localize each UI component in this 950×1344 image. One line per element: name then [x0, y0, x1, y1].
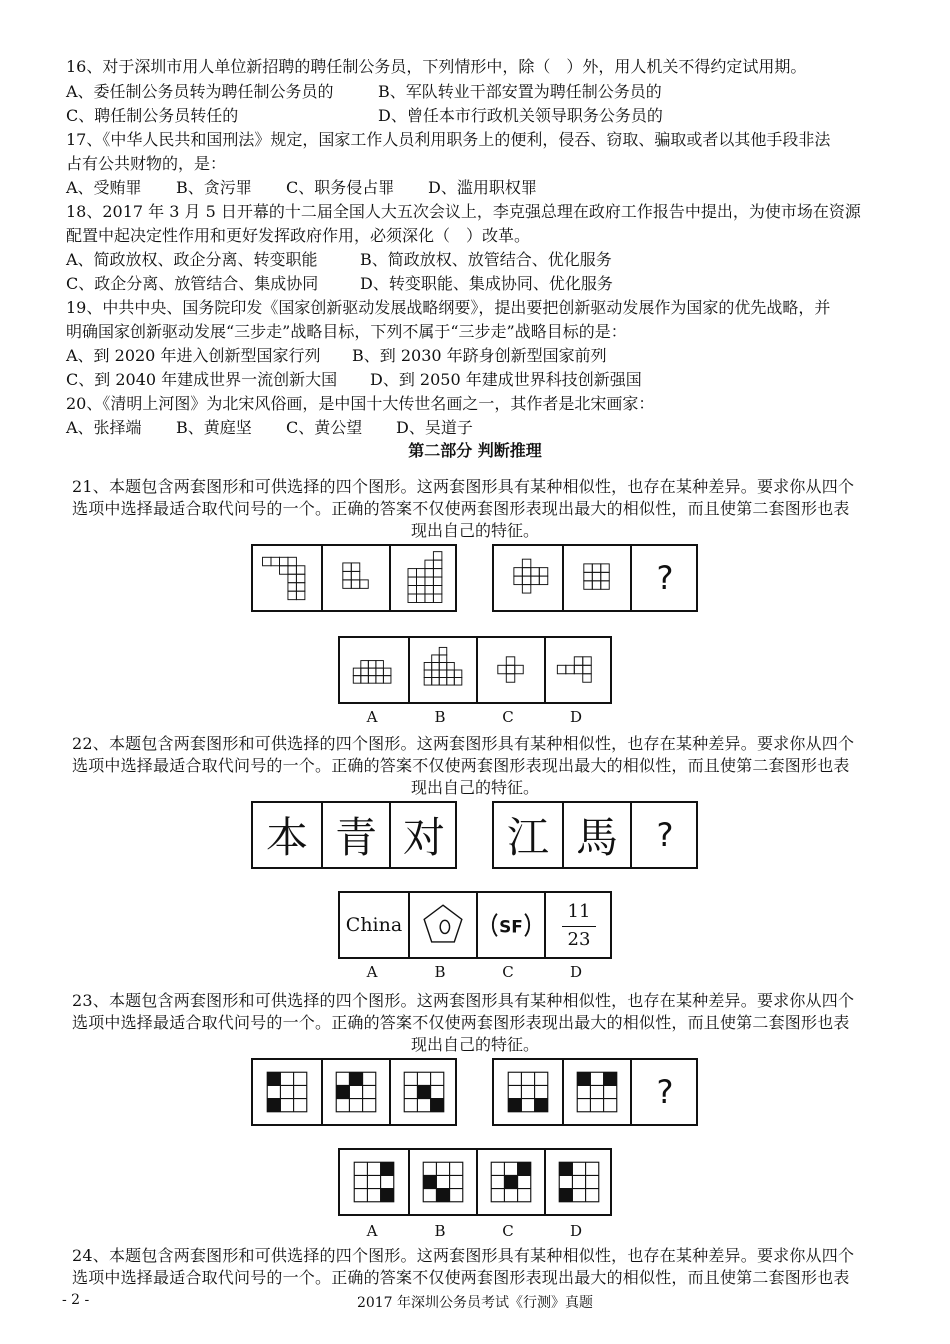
q22-option-c-figure[interactable]: [476, 893, 544, 957]
q22-stem-line1: 22、本题包含两套图形和可供选择的四个图形。这两套图形具有某种相似性，也存在某种差异。要求你从四个: [72, 734, 855, 753]
q23-set1-figure: [321, 1060, 389, 1124]
q23-set1-figure: [253, 1060, 321, 1124]
q22-label-a: A: [366, 963, 378, 981]
q22-options: [338, 891, 612, 959]
q24-stem-line1: 24、本题包含两套图形和可供选择的四个图形。这两套图形具有某种相似性，也存在某种差异。要求你从四个: [72, 1246, 855, 1265]
q22-stem-line3: 现出自己的特征。: [410, 778, 539, 797]
q22-set1-figure: [253, 803, 321, 867]
q21-stem-line1: 21、本题包含两套图形和可供选择的四个图形。这两套图形具有某种相似性，也存在某种差异。要求你从四个: [72, 477, 855, 496]
q21-set1-figure: [321, 546, 389, 610]
q21-set1: [251, 544, 457, 612]
q21-label-c: C: [502, 708, 514, 726]
q21-options: [338, 636, 612, 704]
q23-label-b: B: [434, 1222, 446, 1240]
q21-label-d: D: [569, 708, 583, 726]
q17-stem-line2: 占有公共财物的，是：: [66, 154, 227, 173]
q18-option-c: C、政企分离、放管结合、集成协同: [66, 274, 319, 293]
q19-stem-line1: 19、中共中央、国务院印发《国家创新驱动发展战略纲要》，提出要把创新驱动发展作为国家的优先战略，并: [66, 298, 831, 317]
q20-option-b: B、黄庭坚: [176, 418, 252, 437]
q21-stem-line2: 选项中选择最适合取代问号的一个。正确的答案不仅使两套图形表现出最大的相似性，而且使第二套图形也表: [72, 499, 850, 518]
q23-set2-figure: [562, 1060, 630, 1124]
q21-option-b-figure[interactable]: [408, 638, 476, 702]
q17-option-a: A、受贿罪: [66, 178, 142, 197]
q23-set2: [492, 1058, 698, 1126]
q21-set2-figure: [494, 546, 562, 610]
q21-label-a: A: [366, 708, 378, 726]
q21-set2-figure: [562, 546, 630, 610]
q21-set1-figure: [389, 546, 457, 610]
question-mark: ?: [656, 1073, 674, 1111]
pentagon-icon: [410, 893, 476, 957]
q19-option-b: B、到 2030 年跻身创新型国家前列: [352, 346, 607, 365]
q20-option-d: D、吴道子: [396, 418, 473, 437]
q22-question-cell: [630, 803, 698, 867]
q17-option-b: B、贪污罪: [176, 178, 252, 197]
q23-stem-line1: 23、本题包含两套图形和可供选择的四个图形。这两套图形具有某种相似性，也存在某种差异。要求你从四个: [72, 991, 855, 1010]
fraction-denominator: 23: [567, 929, 591, 950]
q23-label-c: C: [502, 1222, 514, 1240]
character: 青: [334, 813, 377, 862]
q22-option-d-figure[interactable]: [544, 893, 612, 957]
q23-option-a-figure[interactable]: [340, 1150, 408, 1214]
q16-option-b: B、军队转业干部安置为聘任制公务员的: [378, 82, 662, 101]
page-number: - 2 -: [62, 1292, 90, 1308]
character: 江: [506, 813, 549, 862]
q21-set1-figure: [253, 546, 321, 610]
q21-label-b: B: [434, 708, 446, 726]
q21-option-c-figure[interactable]: [476, 638, 544, 702]
q22-set2: [492, 801, 698, 869]
q17-stem-line1: 17、《中华人民共和国刑法》规定，国家工作人员利用职务上的便利，侵吞、窃取、骗取或者以其他手段非法: [66, 130, 831, 149]
q20-stem: 20、《清明上河图》为北宋风俗画，是中国十大传世名画之一，其作者是北宋画家：: [66, 394, 655, 413]
q23-label-d: D: [569, 1222, 583, 1240]
q23-option-d-figure[interactable]: [544, 1150, 612, 1214]
q23-question-cell: [630, 1060, 698, 1124]
q18-option-b: B、简政放权、放管结合、优化服务: [360, 250, 612, 269]
q22-set2-figure: [494, 803, 562, 867]
q16-option-a: A、委任制公务员转为聘任制公务员的: [66, 82, 334, 101]
q23-set1-figure: [389, 1060, 457, 1124]
q18-stem-line2: 配置中起决定性作用和更好发挥政府作用，必须深化（ ）改革。: [66, 226, 531, 245]
q19-option-d: D、到 2050 年建成世界科技创新强国: [370, 370, 642, 389]
q22-label-b: B: [434, 963, 446, 981]
q23-label-a: A: [366, 1222, 378, 1240]
q22-label-d: D: [569, 963, 583, 981]
question-mark: ?: [656, 559, 674, 597]
q21-question-cell: [630, 546, 698, 610]
q17-option-c: C、职务侵占罪: [286, 178, 395, 197]
q21-option-a-figure[interactable]: [340, 638, 408, 702]
q23-option-b-figure[interactable]: [408, 1150, 476, 1214]
china-text: China: [345, 914, 403, 936]
q18-option-a: A、简政放权、政企分离、转变职能: [66, 250, 318, 269]
q22-label-c: C: [502, 963, 514, 981]
character: 馬: [575, 813, 618, 862]
q24-stem-line2: 选项中选择最适合取代问号的一个。正确的答案不仅使两套图形表现出最大的相似性，而且使第二套图形也表: [72, 1268, 850, 1287]
q23-options: [338, 1148, 612, 1216]
q21-option-d-figure[interactable]: [544, 638, 612, 702]
fraction-numerator: 11: [567, 901, 591, 922]
q16-option-d: D、曾任本市行政机关领导职务公务员的: [378, 106, 663, 125]
q16-option-c: C、聘任制公务员转任的: [66, 106, 239, 125]
q23-stem-line3: 现出自己的特征。: [410, 1035, 539, 1054]
q19-option-c: C、到 2040 年建成世界一流创新大国: [66, 370, 338, 389]
q23-set2-figure: [494, 1060, 562, 1124]
q22-option-b-figure[interactable]: [408, 893, 476, 957]
q17-option-d: D、滥用职权罪: [428, 178, 537, 197]
q20-option-a: A、张择端: [66, 418, 142, 437]
fraction-bar: [562, 926, 596, 927]
section-title: 第二部分 判断推理: [408, 441, 542, 460]
q18-stem-line1: 18、2017 年 3 月 5 日开幕的十二届全国人大五次会议上，李克强总理在政府工作报告中提出，为使市场在资源: [66, 202, 861, 221]
question-mark: ?: [656, 816, 674, 854]
q19-option-a: A、到 2020 年进入创新型国家行列: [66, 346, 321, 365]
q22-set2-figure: [562, 803, 630, 867]
q22-set1-figure: [321, 803, 389, 867]
q20-option-c: C、黄公望: [286, 418, 363, 437]
q23-stem-line2: 选项中选择最适合取代问号的一个。正确的答案不仅使两套图形表现出最大的相似性，而且使第二套图形也表: [72, 1013, 850, 1032]
sf-logo-icon: [478, 893, 544, 957]
q23-set1: [251, 1058, 457, 1126]
character: 本: [265, 813, 308, 862]
character: 对: [402, 813, 445, 862]
q23-option-c-figure[interactable]: [476, 1150, 544, 1214]
q18-option-d: D、转变职能、集成协同、优化服务: [360, 274, 613, 293]
q21-stem-line3: 现出自己的特征。: [410, 521, 539, 540]
footer-title: 2017 年深圳公务员考试《行测》真题: [356, 1295, 594, 1311]
q22-stem-line2: 选项中选择最适合取代问号的一个。正确的答案不仅使两套图形表现出最大的相似性，而且使第二套图形也表: [72, 756, 850, 775]
sf-text: SF: [499, 916, 523, 937]
q22-set1: [251, 801, 457, 869]
q16-stem: 16、对于深圳市用人单位新招聘的聘任制公务员，下列情形中，除（ ）外，用人机关不得约定试用期。: [66, 57, 807, 76]
q22-option-a-figure[interactable]: [340, 893, 408, 957]
q22-set1-figure: [389, 803, 457, 867]
q19-stem-line2: 明确国家创新驱动发展“三步走”战略目标，下列不属于“三步走”战略目标的是：: [66, 322, 627, 341]
q21-set2: [492, 544, 698, 612]
